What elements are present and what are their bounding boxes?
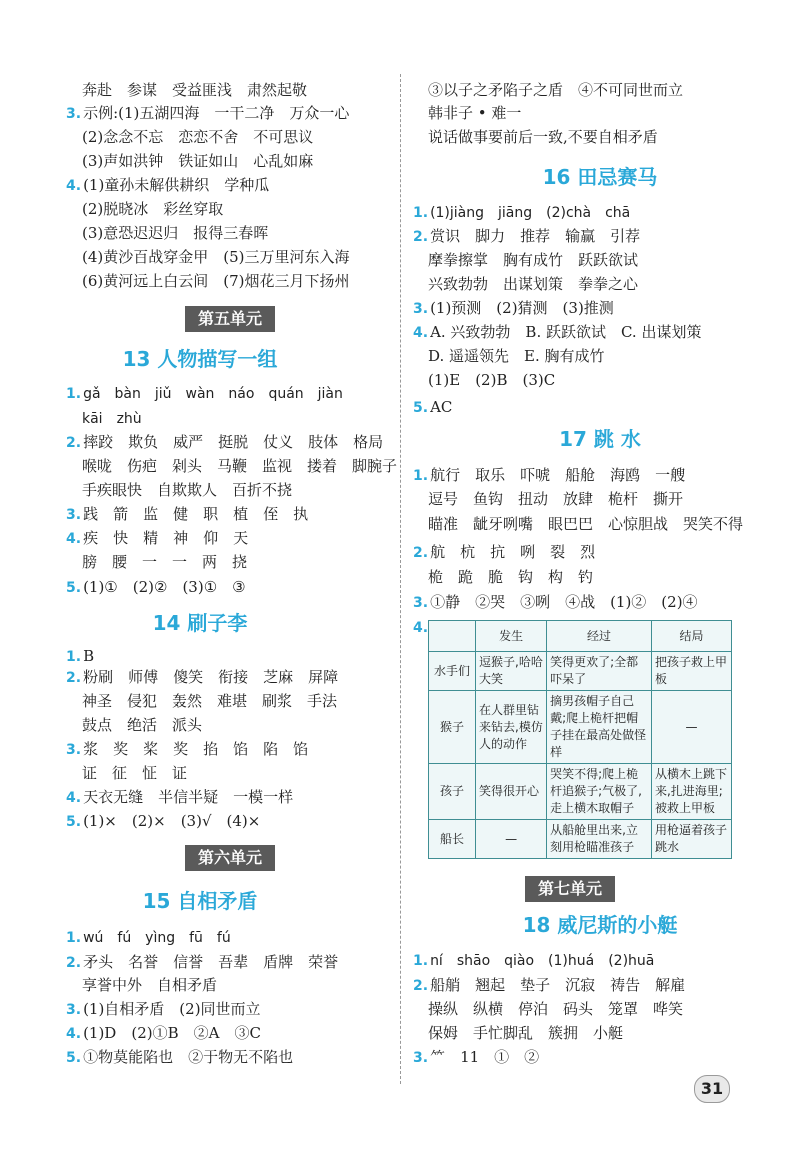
question-number: 1. [66,930,82,946]
answer-text: 船艄 翘起 垫子 沉寂 祷告 解雇 [430,976,686,994]
table-cell: 逗猴子,哈哈大笑 [476,652,547,691]
q17-1-line [413,465,685,486]
q15-4-line [66,1023,261,1044]
lesson-title: 18 威尼斯的小艇 [522,913,678,937]
table-cell: 在人群里钻来钻去,模仿人的动作 [476,691,547,764]
question-number: 2. [413,978,429,994]
answer-text: (1)自相矛盾 (2)同世而立 [83,1000,261,1018]
table-cell: 用枪逼着孩子跳水 [651,820,731,859]
q14-3-line [66,739,308,760]
question-number: 4. [66,178,82,194]
answer-text: 航 杭 抗 咧 裂 烈 [430,543,596,561]
q13-4-line [66,528,248,549]
q16-1-line [413,203,630,223]
table-row-header: 孩子 [429,764,476,820]
unit-heading: 第七单元 [525,876,615,902]
question-number: 5. [66,814,82,830]
answer-text: 粉刷 师傅 傻笑 衔接 芝麻 屏障 [83,668,339,686]
lesson-title: 13 人物描写一组 [122,347,278,371]
q4-line [66,175,269,196]
text-line: 操纵 纵横 停泊 码头 笼罩 哗笑 [428,1000,684,1018]
answer-text: B [83,647,95,665]
lesson-title: 15 自相矛盾 [142,889,258,913]
table-cell: 笑得很开心 [476,764,547,820]
table-header-row [429,621,732,652]
question-number: 1. [413,205,429,221]
q14-1-line [66,646,94,667]
question-number: 4. [413,620,429,636]
table-row-header: 水手们 [429,652,476,691]
text-line: D. 遥遥领先 E. 胸有成竹 [428,347,605,365]
text-line: 膀 腰 一 一 两 挠 [82,553,248,571]
q18-3-line [413,1047,539,1068]
q18-1-line [413,951,654,971]
answer-text: 疾 快 精 神 仰 天 [83,529,249,547]
question-number: 2. [66,670,82,686]
table-cell: — [651,691,731,764]
text-line: 说话做事要前后一致,不要自相矛盾 [428,128,658,146]
table-row-header: 猴子 [429,691,476,764]
question-number: 3. [413,301,429,317]
answer-text: (1)× (2)× (3)√ (4)× [83,812,261,830]
text-line: 逗号 鱼钩 扭动 放肆 桅杆 撕开 [428,490,684,508]
text-line: 手疾眼快 自欺欺人 百折不挠 [82,481,293,499]
table-cell: 摘男孩帽子自己戴;爬上桅杆把帽子挂在最高处做怪样 [547,691,652,764]
question-number: 3. [66,106,82,122]
answer-text: (1)童孙未解供耕织 学种瓜 [83,176,270,194]
question-number: 1. [413,468,429,484]
text-line: 鼓点 绝活 派头 [82,716,203,734]
question-number: 4. [66,1026,82,1042]
answer-text: A. 兴致勃勃 B. 跃跃欲试 C. 出谋划策 [430,323,702,341]
table-cell: 把孩子救上甲板 [651,652,731,691]
q15-2-line [66,952,338,973]
page-number: 31 [694,1075,730,1103]
text-line: 摩拳擦掌 胸有成竹 跃跃欲试 [428,251,639,269]
answer-text: (1)① (2)② (3)① ③ [83,578,246,596]
q13-3-line [66,504,308,525]
text-line: ③以子之矛陷子之盾 ④不可同世而立 [428,81,684,99]
question-number: 2. [413,545,429,561]
question-number: 4. [413,325,429,341]
table-row [429,652,732,691]
text-line: (2)脱晓冰 彩丝穿取 [82,200,224,218]
q14-4-line [66,787,293,808]
table-row [429,691,732,764]
q18-2-line [413,975,685,996]
question-number: 5. [66,580,82,596]
question-number: 3. [413,1050,429,1066]
text-line: 兴致勃勃 出谋划策 拳拳之心 [428,275,639,293]
answer-text: 航行 取乐 吓唬 船舱 海鸥 一艘 [430,466,686,484]
pinyin-text: ní shāo qiào (1)huá (2)huā [430,953,655,969]
text-line: 喉咙 伤疤 剁头 马鞭 监视 搂着 脚腕子 [82,457,398,475]
question-number: 3. [66,507,82,523]
table-cell: — [476,820,547,859]
table-cell: 从横木上跳下来,扎进海里;被救上甲板 [651,764,731,820]
table-row-header: 船长 [429,820,476,859]
text-line: 神圣 侵犯 轰然 难堪 刷浆 手法 [82,692,338,710]
question-number: 4. [66,790,82,806]
answer-text: 浆 奖 桨 奖 掐 馅 陷 馅 [83,740,309,758]
question-number: 1. [66,649,82,665]
question-number: 1. [66,386,82,402]
q15-3-line [66,999,261,1020]
text-line: 韩非子 • 难一 [428,104,522,122]
table-row [429,820,732,859]
table-header-cell: 发生 [476,621,547,652]
question-number: 1. [413,953,429,969]
table-header-cell: 结局 [651,621,731,652]
table-cell: 笑得更欢了;全都吓呆了 [547,652,652,691]
table-cell: 哭笑不得;爬上桅杆追猴子;气极了,走上横木取帽子 [547,764,652,820]
unit-heading: 第六单元 [185,845,275,871]
q15-1-line [66,928,231,948]
q16-3-line [413,298,614,319]
pinyin-text: wú fú yìng fū fú [83,930,231,946]
answer-text: ①物莫能陷也 ②于物无不陷也 [83,1048,294,1066]
answer-text: AC [430,398,453,416]
q16-4-line [413,322,701,343]
answer-text: 践 箭 监 健 职 植 侄 执 [83,505,309,523]
question-number: 5. [66,1050,82,1066]
text-line: (3)声如洪钟 铁证如山 心乱如麻 [82,152,314,170]
question-number: 3. [66,742,82,758]
q14-2-line [66,667,338,688]
q3-line [66,103,349,124]
table-row [429,764,732,820]
answer-text: ⺮ 11 ① ② [430,1048,540,1066]
question-number: 3. [66,1002,82,1018]
table-header-cell [429,621,476,652]
text-line: 保姆 手忙脚乱 簇拥 小艇 [428,1024,624,1042]
answer-text: ①静 ②哭 ③咧 ④战 (1)② (2)④ [430,593,698,611]
answer-text: 摔跤 欺负 威严 挺脱 仗义 肢体 格局 [83,433,384,451]
q13-5-line [66,577,246,598]
text-line: (3)意恐迟迟归 报得三春晖 [82,224,269,242]
pinyin-text: gǎ bàn jiǔ wàn náo quán jiàn [83,386,343,402]
q13-1-line [66,384,343,404]
answer-text: (1)预测 (2)猜测 (3)推测 [430,299,614,317]
question-number: 4. [66,531,82,547]
answer-text: 赏识 脚力 推荐 输赢 引荐 [430,227,641,245]
answer-text: 矛头 名誉 信誉 吾辈 盾牌 荣誉 [83,953,339,971]
summary-table [428,620,732,859]
text-line: (4)黄沙百战穿金甲 (5)三万里河东入海 [82,248,350,266]
pinyin-text: (1)jiàng jiāng (2)chà chā [430,205,631,221]
question-number: 5. [413,400,429,416]
text-line: 享誉中外 自相矛盾 [82,976,218,994]
text-line: 证 征 怔 证 [82,764,188,782]
q17-3-line [413,592,698,613]
question-number: 2. [66,435,82,451]
lesson-title: 17 跳 水 [559,427,641,451]
text-line: (2)念念不忘 恋恋不舍 不可思议 [82,128,314,146]
pinyin-line: kāi zhù [82,411,142,427]
lesson-title: 16 田忌赛马 [542,165,658,189]
text-line: 桅 跪 脆 钩 构 钓 [428,568,594,586]
text-line: 奔赴 参谋 受益匪浅 肃然起敬 [82,81,308,99]
answer-text: 示例:(1)五湖四海 一干二净 万众一心 [83,104,350,122]
text-line: (1)E (2)B (3)C [428,371,556,389]
question-number: 2. [413,229,429,245]
table-cell: 从船舱里出来,立刻用枪瞄准孩子 [547,820,652,859]
q15-5-line [66,1047,293,1068]
q14-5-line [66,811,260,832]
q16-5-line [413,397,452,418]
unit-heading: 第五单元 [185,306,275,332]
answer-text: 天衣无缝 半信半疑 一模一样 [83,788,294,806]
q13-2-line [66,432,383,453]
question-number: 2. [66,955,82,971]
text-line: (6)黄河远上白云间 (7)烟花三月下扬州 [82,272,350,290]
text-line: 瞄准 龇牙咧嘴 眼巴巴 心惊胆战 哭笑不得 [428,515,744,533]
answer-text: (1)D (2)①B ②A ③C [83,1024,261,1042]
lesson-title: 14 刷子李 [152,611,248,635]
question-number: 3. [413,595,429,611]
q17-2-line [413,542,595,563]
table-header-cell: 经过 [547,621,652,652]
q16-2-line [413,226,640,247]
